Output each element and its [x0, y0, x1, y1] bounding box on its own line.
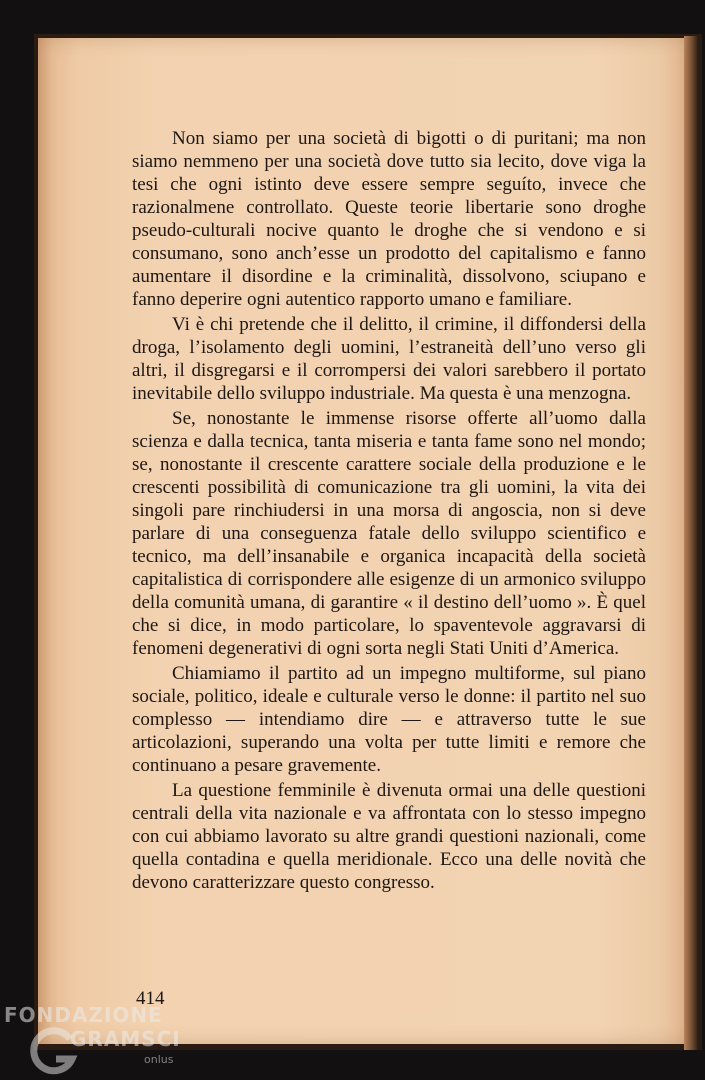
- page-number: 414: [136, 988, 165, 1009]
- body-text: [132, 127, 646, 896]
- watermark-line1: FONDAZIONE: [4, 1003, 163, 1027]
- paragraph-3: Se, nonostante le immense risorse offerte all’uomo dalla scienza e dalla tecnica, tanta miseria e tanta fame sono nel mondo; se, nonostante il crescente carattere sociale della produzione e le crescenti possibilità di comunicazione tra gli uomini, la vita dei singoli pare rinchiudersi in una morsa di angoscia, non si deve parlare di una conseguenza fatale dello sviluppo scientifico e tecnico, ma dell’insanabile e organica incapacità della società capitalistica di corrispondere alle esigenze di un armonico sviluppo della comunità umana, di garantire « il destino dell’uomo ». È quel che si dice, in modo particolare, lo spaventevole aggravarsi di fenomeni degenerativi di ogni sorta negli Stati Uniti d’America.: [132, 408, 646, 659]
- paragraph-5: La questione femminile è divenuta ormai una delle questioni centrali della vita nazionale e va affrontata con lo stesso impegno con cui abbiamo lavorato su altre grandi questioni nazionali, come quella contadina e quella meridionale. Ecco una delle novità che devono caratterizzare questo congresso.: [132, 780, 646, 893]
- fondazione-gramsci-watermark: [4, 1003, 204, 1075]
- book-spine-edge: [684, 36, 698, 1050]
- paragraph-2: Vi è chi pretende che il delitto, il crimine, il diffondersi della droga, l’isolamento degli uomini, l’estraneità dell’uno verso gli altri, il disgregarsi e il corrompersi dei valori sarebbero il portato inevitabile dello sviluppo industriale. Ma questa è una menzogna.: [132, 314, 646, 404]
- paragraph-1: Non siamo per una società di bigotti o di puritani; ma non siamo nemmeno per una società dove tutto sia lecito, dove viga la tesi che ogni istinto deve essere sempre seguíto, invece che razionalmene controllato. Queste teorie libertarie sono droghe pseudo-culturali nocive quanto le droghe che si vendono e si consumano, sono anch’esse un prodotto del capitalismo e fanno aumentare il disordine e la criminalità, dissolvono, sciupano e fanno deperire ogni autentico rapporto umano e familiare.: [132, 128, 646, 310]
- watermark-line2: GRAMSCI: [70, 1027, 181, 1051]
- paragraph-4: Chiamiamo il partito ad un impegno multiforme, sul piano sociale, politico, ideale e culturale verso le donne: il partito nel suo complesso — intendiamo dire — e attraverso tutte le sue articolazioni, superando una volta per tutte limiti e remore che continuano a pesare gravemente.: [132, 663, 646, 776]
- watermark-onlus: onlus: [144, 1053, 174, 1066]
